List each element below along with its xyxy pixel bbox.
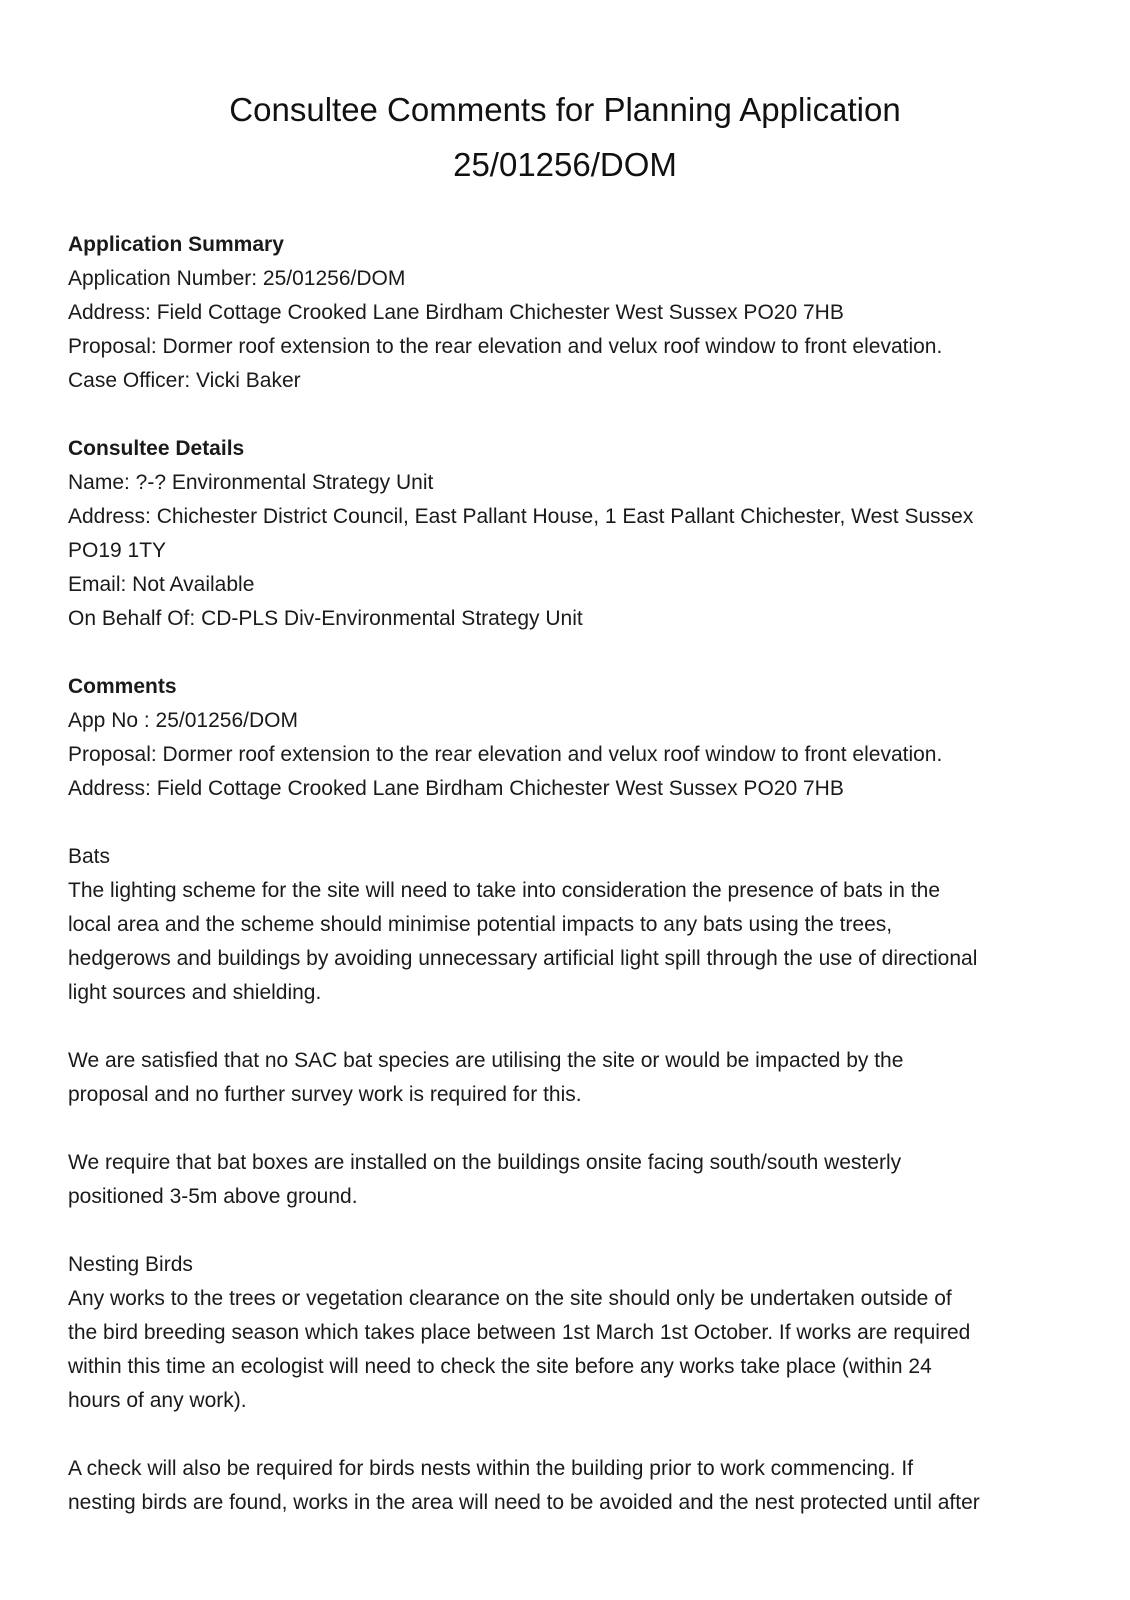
consultee-line: On Behalf Of: CD-PLS Div-Environmental Strategy Unit [68, 607, 583, 630]
consultee-line: Address: Chichester District Council, East Pallant House, 1 East Pallant Chichester, West Sussex [68, 505, 974, 528]
paragraph-line: We require that bat boxes are installed on the buildings onsite facing south/south westerly [68, 1151, 902, 1174]
paragraph-line: local area and the scheme should minimise potential impacts to any bats using the trees, [68, 913, 893, 936]
paragraph-line: light sources and shielding. [68, 981, 322, 1004]
consultee-line: PO19 1TY [68, 539, 167, 562]
paragraph-line: positioned 3-5m above ground. [68, 1185, 358, 1208]
paragraph-line: Any works to the trees or vegetation clearance on the site should only be undertaken outside of [68, 1287, 952, 1310]
bats-paragraph [68, 840, 1068, 1010]
comments-section [68, 670, 1068, 806]
paragraph-line: proposal and no further survey work is required for this. [68, 1083, 582, 1106]
summary-line: Address: Field Cottage Crooked Lane Birdham Chichester West Sussex PO20 7HB [68, 301, 844, 324]
section-heading: Comments [68, 675, 177, 698]
section-heading: Consultee Details [68, 437, 245, 460]
consultee-line: Name: ?-? Environmental Strategy Unit [68, 471, 434, 494]
paragraph-line: the bird breeding season which takes place between 1st March 1st October. If works are required [68, 1321, 971, 1344]
paragraph-line: The lighting scheme for the site will need to take into consideration the presence of bats in the [68, 879, 941, 902]
application-reference-title: 25/01256/DOM [453, 146, 677, 183]
comments-line: App No : 25/01256/DOM [68, 709, 298, 732]
sac-bat-paragraph [68, 1044, 1068, 1112]
summary-line: Case Officer: Vicki Baker [68, 369, 301, 392]
comments-line: Address: Field Cottage Crooked Lane Birdham Chichester West Sussex PO20 7HB [68, 777, 844, 800]
consultee-line: Email: Not Available [68, 573, 255, 596]
summary-line: Application Number: 25/01256/DOM [68, 267, 406, 290]
page-title [0, 82, 1130, 192]
summary-line: Proposal: Dormer roof extension to the rear elevation and velux roof window to front elevation. [68, 335, 943, 358]
nest-check-paragraph [68, 1452, 1068, 1520]
application-summary-section [68, 228, 1068, 398]
document-body [68, 228, 1068, 1554]
paragraph-line: Nesting Birds [68, 1253, 193, 1276]
comments-line: Proposal: Dormer roof extension to the rear elevation and velux roof window to front elevation. [68, 743, 943, 766]
consultee-details-section [68, 432, 1068, 636]
paragraph-line: We are satisfied that no SAC bat species are utilising the site or would be impacted by the [68, 1049, 904, 1072]
paragraph-line: hours of any work). [68, 1389, 247, 1412]
section-heading: Application Summary [68, 233, 284, 256]
paragraph-line: nesting birds are found, works in the area will need to be avoided and the nest protected until after [68, 1491, 980, 1514]
paragraph-line: A check will also be required for birds nests within the building prior to work commencing. If [68, 1457, 914, 1480]
paragraph-line: Bats [68, 845, 111, 868]
paragraph-line: within this time an ecologist will need to check the site before any works take place (within 24 [68, 1355, 932, 1378]
nesting-birds-paragraph [68, 1248, 1068, 1418]
paragraph-line: hedgerows and buildings by avoiding unnecessary artificial light spill through the use of directional [68, 947, 978, 970]
bat-boxes-paragraph [68, 1146, 1068, 1214]
title-line: Consultee Comments for Planning Application [229, 91, 901, 128]
